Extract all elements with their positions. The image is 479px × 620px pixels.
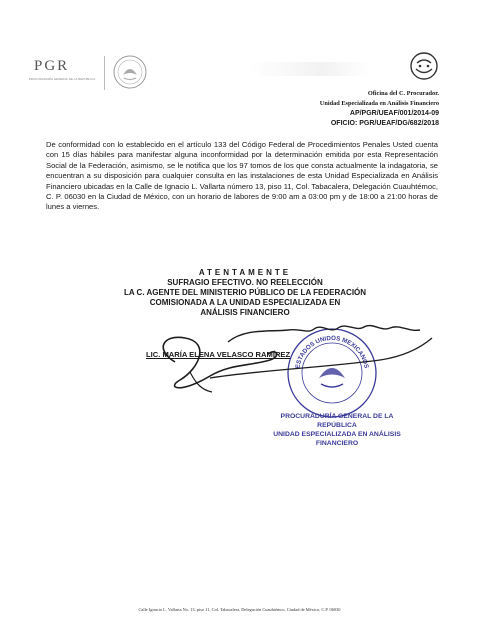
unit-logo-icon xyxy=(408,50,440,82)
stamp-line1: PROCURADURÍA GENERAL DE LA xyxy=(280,413,394,420)
signer-title-line1: LA C. AGENTE DEL MINISTERIO PÚBLICO DE LA FEDERACIÓN xyxy=(123,288,367,297)
footer-address: Calle Ignacio L. Vallarta No. 13, piso 11, Col. Tabacalera, Delegación Cuauhtémoc, Ciudad de México, C.P. 06030 xyxy=(138,607,341,612)
pgr-logo: PGR xyxy=(34,58,70,74)
closing-motto: SUFRAGIO EFECTIVO. NO REELECCIÓN xyxy=(167,278,323,287)
ref-oficio: OFICIO: PGR/UEAF/DG/682/2018 xyxy=(330,120,439,127)
signer-name: LIC. MARÍA ELENA VELASCO RAMÍREZ xyxy=(146,350,291,359)
signer-title-line2: COMISIONADA A LA UNIDAD ESPECIALIZADA EN xyxy=(149,298,341,307)
stamp-ring-text: ESTADOS UNIDOS MEXICANOS xyxy=(294,334,370,369)
mexico-seal-icon xyxy=(112,54,148,90)
pgr-logo-subtext: PROCURADURÍA GENERAL DE LA REPÚBLICA xyxy=(28,77,96,81)
office-name: Oficina del C. Procurador. xyxy=(367,90,439,97)
stamp-line3: UNIDAD ESPECIALIZADA EN ANÁLISIS xyxy=(273,431,401,438)
header-watermark xyxy=(250,62,370,76)
ref-ap: AP/PGR/UEAF/001/2014-09 xyxy=(349,110,439,117)
stamp-line2: REPÚBLICA xyxy=(317,422,357,429)
handwritten-signature xyxy=(150,320,440,400)
stamp-line4: FINANCIERO xyxy=(315,440,359,447)
letterhead-divider xyxy=(104,56,105,90)
closing-salutation: ATENTAMENTE xyxy=(198,268,292,277)
signer-title-line3: ANÁLISIS FINANCIERO xyxy=(200,308,290,317)
unit-name: Unidad Especializada en Análisis Financiero xyxy=(319,100,439,107)
body-paragraph: De conformidad con lo establecido en el artículo 133 del Código Federal de Procedimientos Penales Usted cuenta con 15 días hábiles para manifestar alguna inconformidad por la determinación emitida por esta Representación Social de la Federación, asimismo, se le notifica que los 97 tomos de los que consta actualmente la indagatoria, se encuentran a su disposición para cualquier consulta en las instalaciones de esta Unidad Especializada en Análisis Financiero ubicadas en la Calle de Ignacio L. Vallarta número 13, piso 11, Col. Tabacalera, Delegación Cuauhtémoc, C. P. 06030 en la Ciudad de México, con un horario de labores de 9:00 am a 03:00 pm y de 18:00 a 21:00 horas de lunes a viernes. xyxy=(46,140,438,212)
